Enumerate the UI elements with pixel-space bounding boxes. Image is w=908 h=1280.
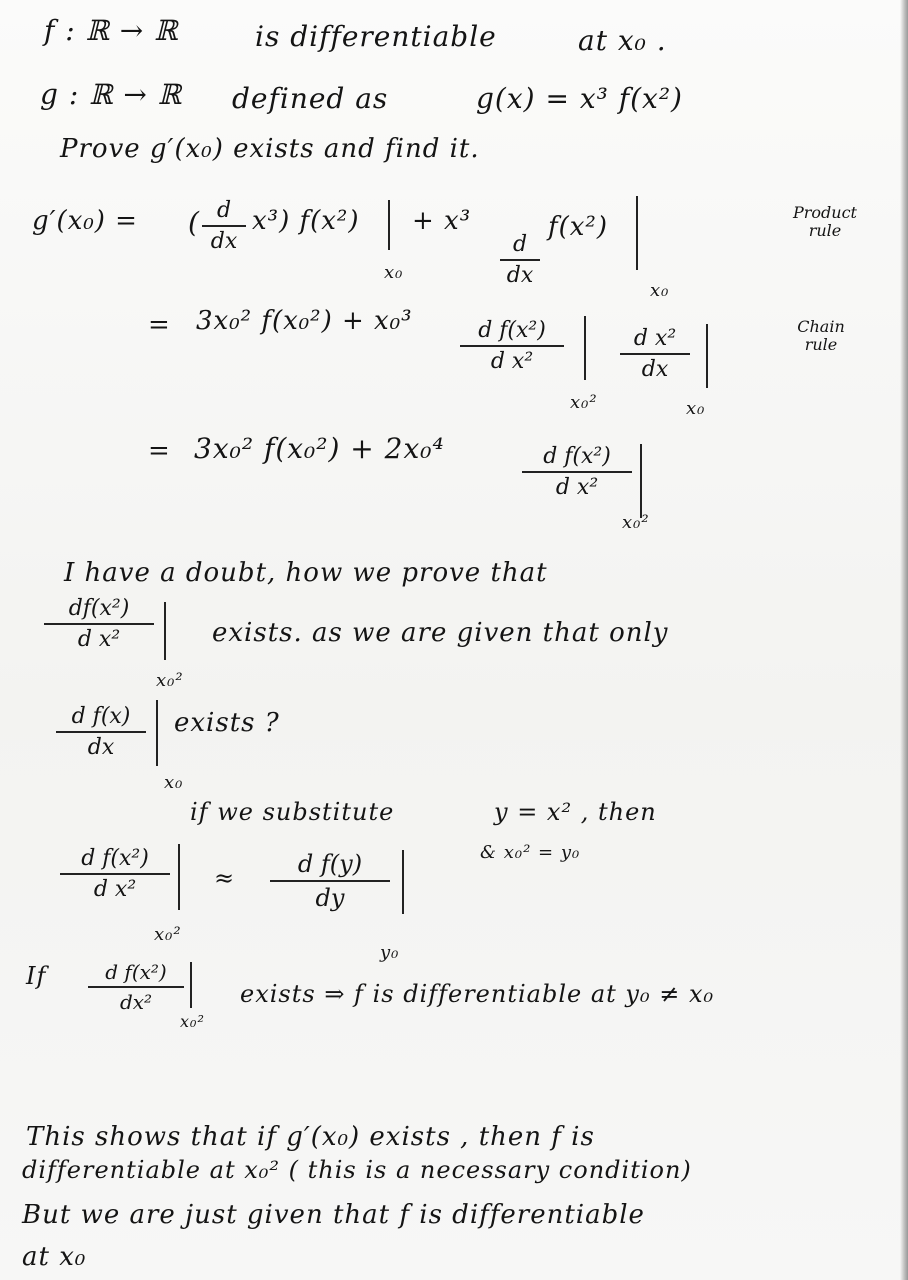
eval-bar bbox=[402, 850, 404, 914]
prove-statement: Prove g′(x₀) exists and find it. bbox=[60, 134, 480, 164]
map-g: g : ℝ → ℝ bbox=[40, 78, 182, 111]
paper-edge-shadow bbox=[900, 0, 908, 1280]
conclusion-line-3: But we are just given that f is differentiable bbox=[22, 1200, 645, 1230]
statement-at-x0: at x₀ . bbox=[578, 24, 667, 57]
step1-term-a: x³) f(x²) bbox=[252, 206, 360, 236]
implication: exists ⇒ f is differentiable at y₀ ≠ x₀ bbox=[240, 980, 715, 1008]
step2-chain-frac-1: $\frac{\text{d f(x²)}}{\text{d x²}}$ bbox=[460, 318, 564, 374]
doubt-frac-2-eval: x₀ bbox=[164, 772, 184, 793]
eval-bar bbox=[388, 200, 390, 250]
step1-eval-a: x₀ bbox=[384, 262, 404, 283]
lhs-gprime: g′(x₀) = bbox=[32, 206, 138, 236]
doubt-frac-5-eval: x₀² bbox=[180, 1012, 205, 1031]
conclusion-line-2: differentiable at x₀² ( this is a necessary condition) bbox=[22, 1156, 692, 1184]
doubt-frac-4-eval: y₀ bbox=[380, 942, 400, 963]
step3-terms: 3x₀² f(x₀²) + 2x₀⁴ bbox=[194, 432, 445, 465]
conclusion-line-4: at x₀ bbox=[22, 1242, 87, 1272]
statement-differentiable: is differentiable bbox=[255, 20, 497, 53]
step2-terms: 3x₀² f(x₀²) + x₀³ bbox=[196, 306, 413, 336]
step2-chain-frac-2: $\frac{\text{d x²}}{dx}$ bbox=[620, 326, 690, 382]
if-word: If bbox=[26, 962, 47, 990]
note-product-rule: Product rule bbox=[793, 203, 857, 240]
eval-bar bbox=[164, 602, 166, 660]
eval-bar bbox=[156, 700, 158, 766]
eval-bar bbox=[190, 962, 192, 1008]
doubt-frac-1-eval: x₀² bbox=[156, 670, 184, 691]
step2-eval-b: x₀ bbox=[686, 398, 706, 419]
doubt-frac-3-eval: x₀² bbox=[154, 924, 182, 945]
step2-equals: = bbox=[148, 310, 171, 340]
conclusion-line-1: This shows that if g′(x₀) exists , then f is bbox=[26, 1122, 595, 1152]
doubt-line-1: I have a doubt, how we prove that bbox=[64, 558, 548, 588]
doubt-line-3: exists ? bbox=[174, 708, 280, 738]
approx-sign: ≈ bbox=[214, 864, 236, 892]
doubt-frac-2: $\frac{\text{d f(x)}}{dx}$ bbox=[56, 704, 146, 760]
step1-term-b: f(x²) bbox=[548, 212, 608, 242]
step1-eval-b: x₀ bbox=[650, 280, 670, 301]
substitute-equation: y = x² , then bbox=[494, 798, 657, 826]
doubt-frac-1: $\frac{\text{df(x²)}}{\text{d x²}}$ bbox=[44, 596, 154, 652]
step2-eval-a: x₀² bbox=[570, 392, 598, 413]
map-f: f : ℝ → ℝ bbox=[44, 14, 179, 47]
eval-bar bbox=[178, 844, 180, 910]
definition-g: g(x) = x³ f(x²) bbox=[476, 82, 683, 115]
doubt-line-2: exists. as we are given that only bbox=[212, 618, 669, 648]
step1-open-paren: ( bbox=[188, 206, 200, 239]
note-chain-rule: Chain rule bbox=[797, 317, 845, 354]
doubt-frac-5: $\frac{\text{d f(x²)}}{\text{dx²}}$ bbox=[88, 960, 184, 1014]
substitute-note: & x₀² = y₀ bbox=[480, 842, 581, 863]
eval-bar bbox=[636, 196, 638, 270]
step3-equals: = bbox=[148, 436, 171, 466]
step3-frac: $\frac{\text{d f(x²)}}{\text{d x²}}$ bbox=[522, 444, 632, 500]
substitute-text: if we substitute bbox=[190, 798, 395, 826]
step3-eval: x₀² bbox=[622, 512, 650, 533]
eval-bar bbox=[640, 444, 642, 518]
eval-bar bbox=[584, 316, 586, 380]
step1-d-dx-b: $\frac{d}{dx}$ bbox=[500, 232, 540, 288]
step1-plus-term: + x³ bbox=[412, 206, 472, 236]
doubt-frac-3: $\frac{\text{d f(x²)}}{\text{d x²}}$ bbox=[60, 846, 170, 902]
doubt-frac-4: $\frac{\text{d f(y)}}{dy}$ bbox=[270, 850, 390, 912]
statement-defined-as: defined as bbox=[232, 82, 389, 115]
eval-bar bbox=[706, 324, 708, 388]
step1-d-dx-a: $\frac{d}{dx}$ bbox=[202, 198, 246, 254]
